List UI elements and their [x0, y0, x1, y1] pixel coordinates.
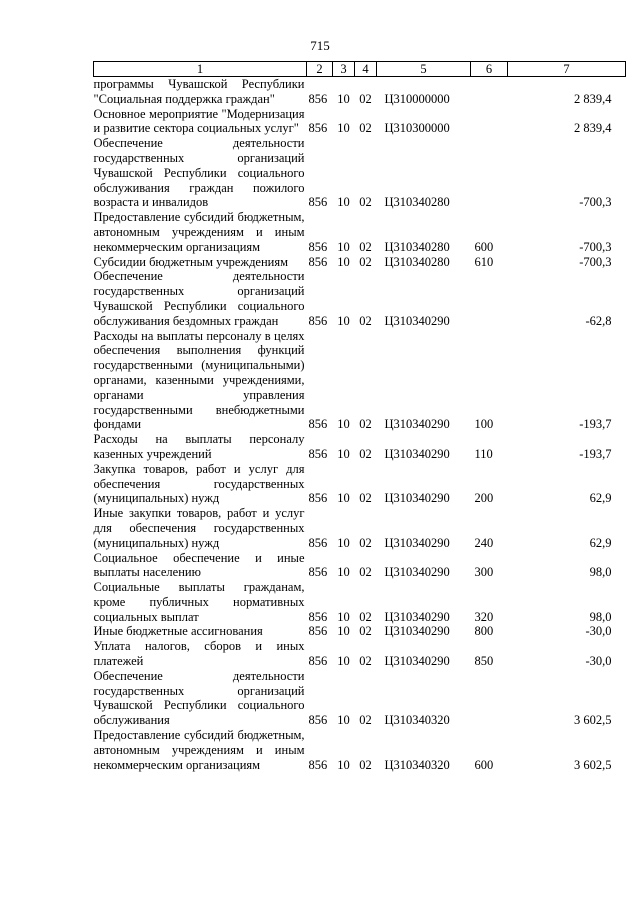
table-row	[94, 624, 626, 639]
row-admin-code-cell: 856	[308, 535, 328, 550]
row-expense-kind-cell	[471, 107, 508, 137]
table-row	[94, 551, 626, 581]
row-admin-code-cell: 856	[308, 313, 328, 328]
page-number: 715	[310, 38, 330, 53]
row-expense-kind-cell: 600	[474, 757, 494, 772]
row-admin-code-cell: 856	[308, 121, 328, 136]
table-row	[94, 432, 626, 462]
row-subsection-cell: 02	[359, 491, 372, 506]
table-row	[94, 728, 626, 772]
row-target-article-cell: Ц310340290	[384, 313, 450, 328]
row-section-cell: 10	[337, 91, 350, 106]
row-section-cell: 10	[337, 313, 350, 328]
row-section-cell: 10	[337, 239, 350, 254]
row-target-article-cell: Ц310340280	[384, 254, 450, 269]
row-expense-kind-cell: 300	[474, 565, 494, 580]
row-expense-kind-cell: 320	[474, 609, 494, 624]
row-sum-cell: 3 602,5	[574, 757, 612, 772]
row-section-cell: 10	[337, 609, 350, 624]
row-section-cell: 10	[337, 624, 350, 639]
row-section-cell: 10	[337, 713, 350, 728]
row-name-cell: Обеспечение деятельности государственных организаций Чувашской Республики социального обслуживания бездомных граждан	[93, 269, 305, 328]
row-expense-kind-cell: 600	[474, 239, 494, 254]
row-sum-cell: -700,3	[579, 254, 612, 269]
row-admin-code-cell: 856	[308, 195, 328, 210]
row-target-article-cell: Ц310340290	[384, 417, 450, 432]
row-section-cell: 10	[337, 446, 350, 461]
row-admin-code-cell: 856	[308, 91, 328, 106]
row-subsection-cell: 02	[359, 417, 372, 432]
row-expense-kind-cell	[471, 77, 508, 107]
row-expense-kind-cell: 850	[474, 654, 494, 669]
row-expense-kind-cell	[471, 136, 508, 210]
row-target-article-cell: Ц310340280	[384, 195, 450, 210]
row-admin-code-cell: 856	[308, 609, 328, 624]
row-target-article-cell: Ц310340290	[384, 654, 450, 669]
row-sum-cell: -700,3	[579, 195, 612, 210]
row-name-cell: Уплата налогов, сборов и иных платежей	[93, 639, 305, 669]
row-target-article-cell: Ц310340280	[384, 239, 450, 254]
table-row	[94, 669, 626, 728]
row-expense-kind-cell: 200	[474, 491, 494, 506]
row-expense-kind-cell	[471, 669, 508, 728]
row-sum-cell: -193,7	[579, 446, 612, 461]
row-section-cell: 10	[337, 121, 350, 136]
row-name-cell: Расходы на выплаты персоналу в целях обеспечения выполнения функций государственными (муниципальными) органами, казенными учреждениями, органами управления государственными внебюджетными фондами	[93, 328, 305, 432]
row-admin-code-cell: 856	[308, 654, 328, 669]
row-section-cell: 10	[337, 417, 350, 432]
table-row	[94, 136, 626, 210]
row-name-cell: Предоставление субсидий бюджетным, автономным учреждениям и иным некоммерческим организациям	[93, 728, 305, 772]
row-target-article-cell: Ц310000000	[384, 91, 450, 106]
row-section-cell: 10	[337, 654, 350, 669]
row-admin-code-cell: 856	[308, 565, 328, 580]
row-admin-code-cell: 856	[308, 254, 328, 269]
table-row	[94, 329, 626, 433]
table-row	[94, 210, 626, 254]
table-row	[94, 269, 626, 328]
row-subsection-cell: 02	[359, 713, 372, 728]
row-subsection-cell: 02	[359, 565, 372, 580]
row-sum-cell: -700,3	[579, 239, 612, 254]
row-name-cell: Социальное обеспечение и иные выплаты населению	[93, 550, 305, 580]
row-subsection-cell: 02	[359, 254, 372, 269]
row-subsection-cell: 02	[359, 313, 372, 328]
row-target-article-cell: Ц310340290	[384, 624, 450, 639]
row-admin-code-cell: 856	[308, 624, 328, 639]
row-name-cell: Расходы на выплаты персоналу казенных учреждений	[93, 432, 305, 461]
row-subsection-cell: 02	[359, 624, 372, 639]
row-sum-cell: 62,9	[589, 491, 612, 506]
row-target-article-cell: Ц310300000	[384, 121, 450, 136]
row-target-article-cell: Ц310340320	[384, 757, 450, 772]
row-subsection-cell: 02	[359, 654, 372, 669]
column-header-5: 5	[377, 62, 471, 77]
row-subsection-cell: 02	[359, 446, 372, 461]
column-header-4: 4	[355, 62, 377, 77]
row-target-article-cell: Ц310340290	[384, 446, 450, 461]
column-header-2: 2	[307, 62, 333, 77]
row-section-cell: 10	[337, 565, 350, 580]
row-name-cell: Обеспечение деятельности государственных организаций Чувашской Республики социального обслуживания граждан пожилого возраста и инвалидов	[93, 136, 305, 210]
row-target-article-cell: Ц310340290	[384, 565, 450, 580]
row-sum-cell: 98,0	[589, 565, 612, 580]
row-section-cell: 10	[337, 535, 350, 550]
row-name-cell: Иные бюджетные ассигнования	[93, 624, 263, 639]
row-subsection-cell: 02	[359, 91, 372, 106]
column-number-header-row	[94, 62, 626, 77]
row-expense-kind-cell: 240	[474, 535, 494, 550]
row-sum-cell: 2 839,4	[574, 121, 612, 136]
row-target-article-cell: Ц310340290	[384, 535, 450, 550]
row-section-cell: 10	[337, 491, 350, 506]
row-sum-cell: 3 602,5	[574, 713, 612, 728]
row-subsection-cell: 02	[359, 757, 372, 772]
table-row	[94, 77, 626, 107]
row-admin-code-cell: 856	[308, 239, 328, 254]
row-sum-cell: -30,0	[585, 654, 612, 669]
row-sum-cell: 62,9	[589, 535, 612, 550]
row-name-cell: Обеспечение деятельности государственных организаций Чувашской Республики социального обслуживания	[93, 668, 305, 728]
row-subsection-cell: 02	[359, 239, 372, 254]
table-row	[94, 580, 626, 624]
column-header-1: 1	[94, 62, 307, 77]
row-name-cell: Основное мероприятие "Модернизация и развитие сектора социальных услуг"	[93, 106, 305, 136]
row-subsection-cell: 02	[359, 121, 372, 136]
row-subsection-cell: 02	[359, 195, 372, 210]
row-sum-cell: 2 839,4	[574, 91, 612, 106]
row-admin-code-cell: 856	[308, 417, 328, 432]
table-row	[94, 506, 626, 550]
table-row	[94, 255, 626, 270]
row-section-cell: 10	[337, 195, 350, 210]
table-row	[94, 639, 626, 669]
table-body	[94, 77, 626, 773]
row-expense-kind-cell: 800	[474, 624, 494, 639]
row-name-cell: Социальные выплаты гражданам, кроме публичных нормативных социальных выплат	[93, 580, 305, 624]
row-target-article-cell: Ц310340290	[384, 491, 450, 506]
row-expense-kind-cell: 610	[474, 254, 494, 269]
column-header-3: 3	[333, 62, 355, 77]
row-expense-kind-cell: 110	[474, 446, 493, 461]
row-sum-cell: -30,0	[585, 624, 612, 639]
column-header-7: 7	[508, 62, 626, 77]
row-admin-code-cell: 856	[308, 757, 328, 772]
row-name-cell: Иные закупки товаров, работ и услуг для обеспечения государственных (муниципальных) нужд	[93, 506, 305, 550]
table-row	[94, 107, 626, 137]
row-name-cell: Субсидии бюджетным учреждениям	[93, 254, 289, 269]
row-target-article-cell: Ц310340290	[384, 609, 450, 624]
table-row	[94, 462, 626, 506]
row-section-cell: 10	[337, 757, 350, 772]
row-section-cell: 10	[337, 254, 350, 269]
row-name-cell: Закупка товаров, работ и услуг для обеспечения государственных (муниципальных) нужд	[93, 461, 305, 506]
row-sum-cell: -62,8	[585, 313, 612, 328]
row-subsection-cell: 02	[359, 535, 372, 550]
row-sum-cell: -193,7	[579, 417, 612, 432]
row-target-article-cell: Ц310340320	[384, 713, 450, 728]
row-subsection-cell: 02	[359, 609, 372, 624]
row-admin-code-cell: 856	[308, 491, 328, 506]
row-admin-code-cell: 856	[308, 446, 328, 461]
row-name-cell: программы Чувашской Республики "Социальная поддержка граждан"	[93, 77, 305, 106]
row-expense-kind-cell	[471, 269, 508, 328]
row-expense-kind-cell: 100	[474, 417, 494, 432]
row-sum-cell: 98,0	[589, 609, 612, 624]
row-name-cell: Предоставление субсидий бюджетным, автономным учреждениям и иным некоммерческим организациям	[93, 210, 305, 254]
row-admin-code-cell: 856	[308, 713, 328, 728]
budget-table	[93, 61, 626, 772]
column-header-6: 6	[471, 62, 508, 77]
